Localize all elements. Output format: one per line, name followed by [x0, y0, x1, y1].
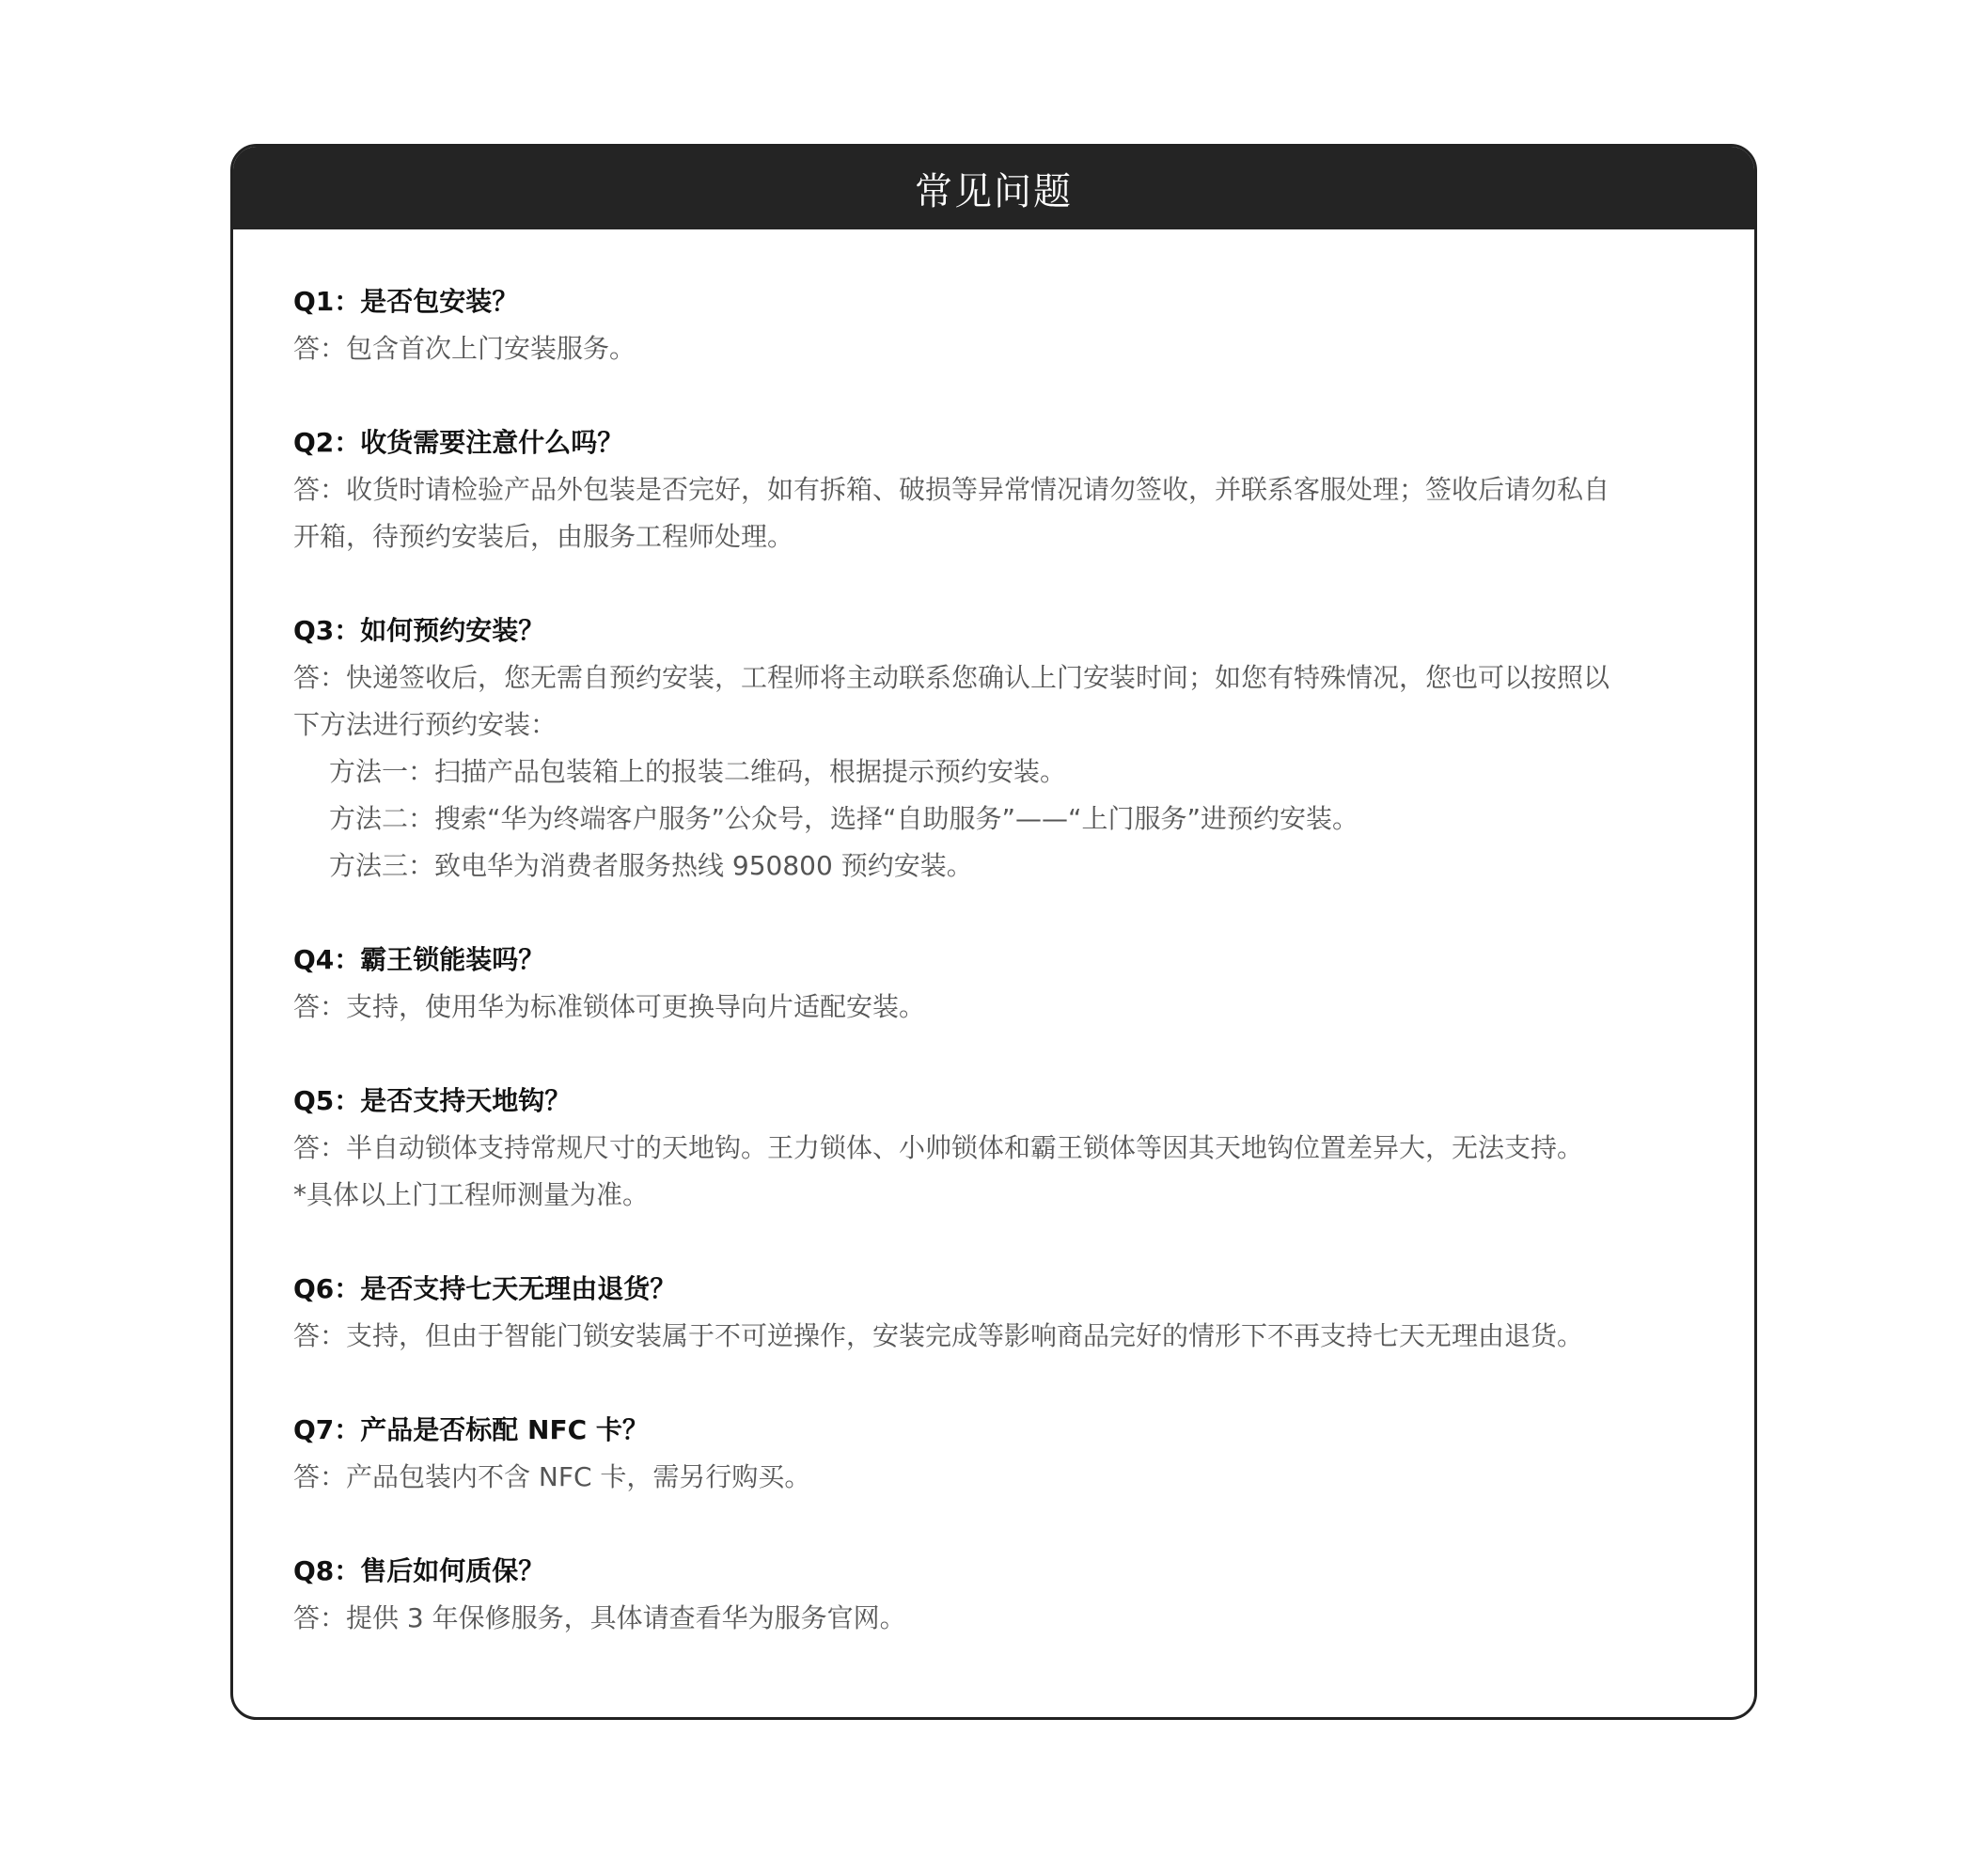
faq-item-q4: [293, 937, 1694, 1031]
faq-answer: [293, 654, 1694, 890]
faq-question: Q2：收货需要注意什么吗？: [293, 427, 624, 458]
faq-answer: [293, 1454, 1694, 1501]
faq-item-q1: [293, 278, 1694, 372]
faq-answer-line: 答：提供 3 年保修服务，具体请查看华为服务官网。: [293, 1602, 906, 1633]
faq-method-3: 方法三：致电华为消费者服务热线 950800 预约安装。: [329, 850, 973, 881]
faq-answer-line: 答：快递签收后，您无需自预约安装，工程师将主动联系您确认上门安装时间；如您有特殊情况，您也可以按照以: [293, 662, 1610, 693]
faq-method-2: 方法二：搜索“华为终端客户服务”公众号，选择“自助服务”——“上门服务”进预约安装。: [329, 803, 1359, 834]
faq-question: Q1：是否包安装？: [293, 286, 519, 317]
faq-answer: [293, 1125, 1694, 1219]
faq-answer-line: *具体以上门工程师测量为准。: [293, 1179, 650, 1210]
faq-item-q2: [293, 419, 1694, 560]
faq-method-1: 方法一：扫描产品包装箱上的报装二维码，根据提示预约安装。: [329, 756, 1067, 787]
faq-card: [230, 144, 1757, 1720]
faq-question: Q8：售后如何质保？: [293, 1555, 545, 1586]
faq-question: Q6：是否支持七天无理由退货？: [293, 1273, 677, 1304]
faq-answer: [293, 1595, 1694, 1642]
faq-answer-line: 答：支持，使用华为标准锁体可更换导向片适配安装。: [293, 991, 926, 1022]
faq-answer-line: 开箱，待预约安装后，由服务工程师处理。: [293, 521, 794, 552]
faq-item-q6: [293, 1266, 1694, 1360]
faq-answer-line: 答：半自动锁体支持常规尺寸的天地钩。王力锁体、小帅锁体和霸王锁体等因其天地钩位置差异大，无法支持。: [293, 1132, 1584, 1163]
faq-item-q5: [293, 1078, 1694, 1219]
faq-answer-line: 答：收货时请检验产品外包装是否完好，如有拆箱、破损等异常情况请勿签收，并联系客服处理；签收后请勿私自: [293, 474, 1610, 505]
faq-header: [233, 147, 1754, 229]
faq-answer-line: 答：产品包装内不含 NFC 卡，需另行购买。: [293, 1461, 811, 1492]
faq-question: Q5：是否支持天地钩？: [293, 1085, 572, 1116]
faq-question: Q4：霸王锁能装吗？: [293, 944, 545, 975]
faq-title: 常见问题: [915, 169, 1073, 213]
faq-question: Q3：如何预约安装？: [293, 615, 545, 646]
faq-item-q3: [293, 607, 1694, 890]
faq-answer-line: 答：支持，但由于智能门锁安装属于不可逆操作，安装完成等影响商品完好的情形下不再支持七天无理由退货。: [293, 1320, 1584, 1351]
faq-answer: [293, 325, 1694, 372]
faq-answer: [293, 466, 1694, 560]
faq-item-q7: [293, 1407, 1694, 1501]
faq-answer-line: 答：包含首次上门安装服务。: [293, 333, 636, 364]
faq-answer-line: 下方法进行预约安装：: [293, 709, 557, 740]
faq-question: Q7：产品是否标配 NFC 卡？: [293, 1414, 649, 1445]
faq-answer: [293, 1313, 1694, 1360]
faq-answer: [293, 984, 1694, 1031]
faq-list: [233, 229, 1754, 1642]
faq-item-q8: [293, 1548, 1694, 1642]
